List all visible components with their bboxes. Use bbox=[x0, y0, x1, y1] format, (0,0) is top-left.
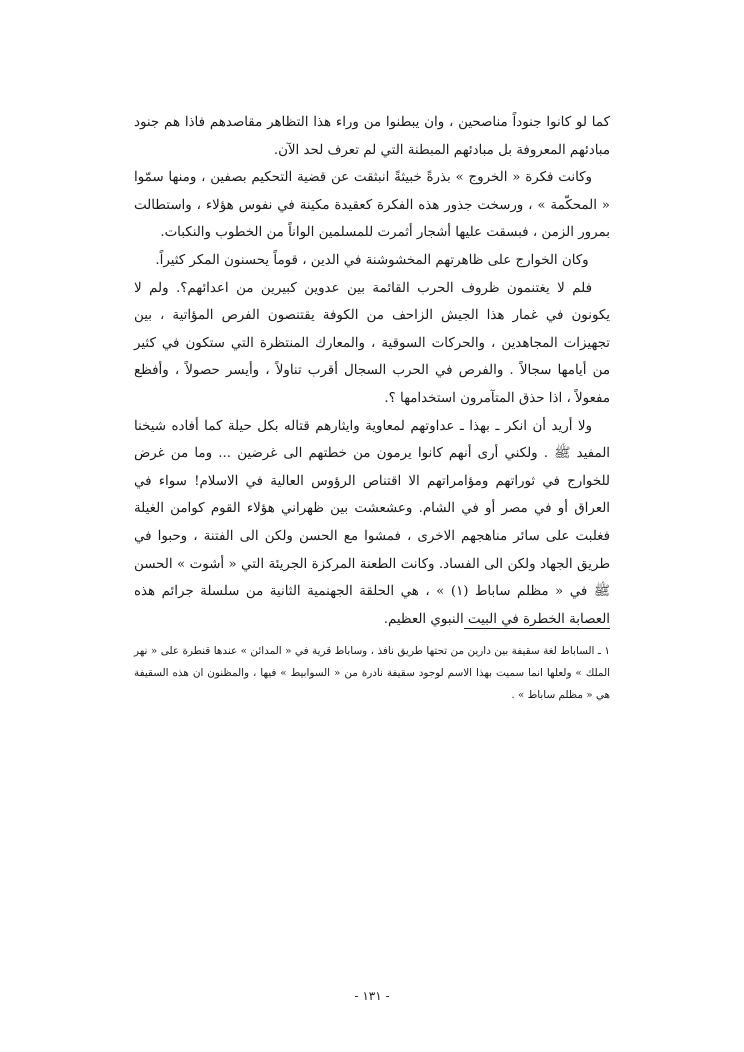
main-text bbox=[134, 109, 610, 633]
paragraph: كما لو كانوا جنوداً مناصحين ، وان يبطنوا من وراء هذا التظاهر مقاصدهم فاذا هم جنود مبادئهم المعروفة بل مبادئهم المبطنة التي لم تعرف لحد الآن. bbox=[134, 115, 610, 158]
footnote bbox=[134, 640, 610, 706]
footnote-text: ١ ـ الساباط لغة سقيفة بين دارين من تحتها طريق نافذ ، وساباط قرية في « المدائن » عندها قنطرة على « نهر الملك » ولعلها انما سميت بهذا الاسم لوجود سقيفة نادرة من « السوابيط » فيها ، والمظنون ان هذه السقيفة هي « مظلم ساباط » . bbox=[134, 645, 610, 701]
footnote-divider bbox=[464, 628, 610, 629]
paragraph: وكان الخوارج على ظاهرتهم المخشوشنة في الدين ، قوماً يحسنون المكر كثيراً. bbox=[155, 252, 589, 268]
paragraph: وكانت فكرة « الخروج » بذرةً خبيثةً انبثقت عن قضية التحكيم بصفين ، ومنها سمّوا « المحكّمة » ، ورسخت جذور هذه الفكرة كعقيدة مكينة في نفوس هؤلاء ، واستطالت بمرور الزمن ، فبسقت عليها أشجار أثمرت للمسلمين الواناً من الخطوب والنكبات. bbox=[134, 170, 610, 241]
paragraph: فلم لا يغتنمون ظروف الحرب القائمة بين عدوين كبيرين من اعدائهم؟. ولم لا يكونون في غمار هذا الجيش الزاحف من الكوفة يقتنصون الفرص المؤاتية ، بين تجهيزات المجاهدين ، والحركات السوقية ، والمعارك المنتظرة التي ستكون في كثير من أيامها سجالاً . والفرص في الحرب السجال أقرب تناولاً ، وأيسر حصولاً ، وأفظع مفعولاً ، اذا حذق المتآمرون استخدامها ؟. bbox=[134, 280, 610, 406]
page-number: - ١٣١ - bbox=[354, 989, 390, 1003]
paragraph: ولا أريد أن انكر ـ بهذا ـ عداوتهم لمعاوية وايثارهم قتاله بكل حيلة كما أفاده شيخنا المفيد ﷺ . ولكني أرى أنهم كانوا يرمون من خطتهم الى غرضين ... وما من غرض للخوارج في ثوراتهم ومؤامراتهم الا اقتناص الرؤوس العالية في الاسلام! سواء في العراق أو في مصر أو في الشام. وعشعشت بين ظهراني هؤلاء القوم كوامن الغيلة فغلبت على سائر مناهجهم الاخرى ، فمشوا مع الحسن ولكن الى الفتنة ، وحبوا في طريق الجهاد ولكن الى الفساد. وكانت الطعنة المركزة الجريئة التي « أشوت » الحسن ﷺ في « مظلم ساباط (١) » ، هي الحلقة الجهنمية الثانية من سلسلة جرائم هذه العصابة الخطرة في البيت النبوي العظيم. bbox=[134, 418, 610, 627]
